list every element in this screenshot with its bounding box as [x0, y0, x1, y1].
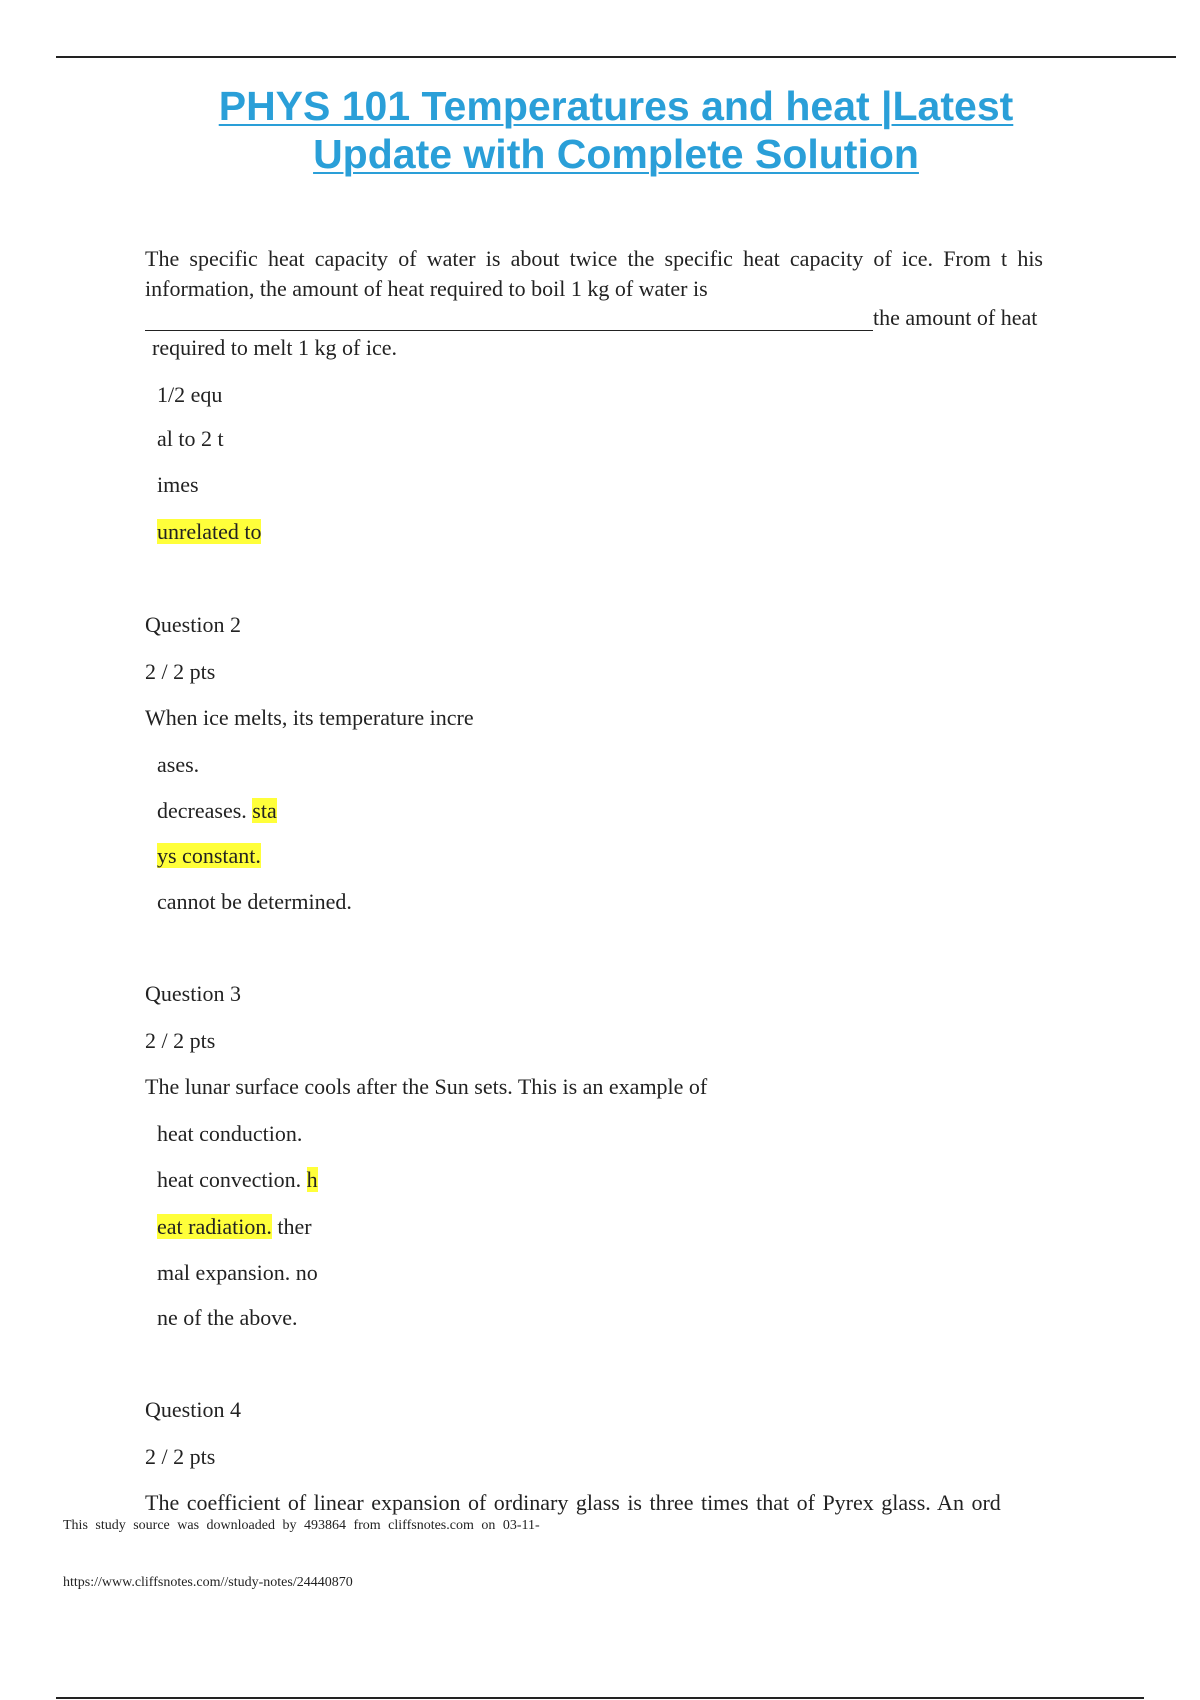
- q3-points: 2 / 2 pts: [145, 1028, 216, 1053]
- q1-blank-tail: the amount of heat: [873, 305, 1038, 330]
- q1-option-line-2: al to 2 t: [157, 426, 224, 451]
- q1-stem: The specific heat capacity of water is about twice the specific heat capacity of ice. From t his information, the amount of heat required to boil 1 kg of water is: [145, 246, 1043, 301]
- q2-option-line-4: cannot be determined.: [157, 889, 352, 914]
- q3-highlight-part-1: h: [306, 1167, 318, 1192]
- q3-option-line-1: heat conduction.: [157, 1121, 303, 1146]
- q1-option-line-3: imes: [157, 472, 199, 497]
- title-line-1: PHYS 101 Temperatures and heat |Latest: [218, 83, 1014, 129]
- q4-stem: The coefficient of linear expansion of ordinary glass is three times that of Pyrex glass. An ord: [145, 1490, 1001, 1515]
- q2-highlight-part-1: sta: [252, 798, 277, 823]
- bottom-rule: [56, 1697, 1144, 1699]
- q2-option-line-2-text: decreases.: [157, 798, 253, 823]
- q2-option-line-2: [157, 798, 277, 824]
- q1-highlighted-answer: unrelated to: [157, 519, 262, 544]
- q4-heading: Question 4: [145, 1397, 241, 1422]
- q3-option-line-3-text: ther: [271, 1214, 312, 1239]
- q1-option-line-1: 1/2 equ: [157, 382, 223, 407]
- q3-option-line-3: [157, 1214, 312, 1240]
- q3-option-line-5: ne of the above.: [157, 1305, 298, 1330]
- footer-url: https://www.cliffsnotes.com//study-notes/24440870: [63, 1575, 353, 1590]
- q3-option-line-2-text: heat convection.: [157, 1167, 307, 1192]
- title-line-2: Update with Complete Solution: [313, 131, 919, 177]
- q4-points: 2 / 2 pts: [145, 1444, 216, 1469]
- footer-source-note: This study source was downloaded by 493864 from cliffsnotes.com on 03-11-: [63, 1518, 540, 1533]
- q1-blank-line: [145, 330, 873, 331]
- q1-stem-continued: required to melt 1 kg of ice.: [152, 335, 397, 360]
- q3-option-line-2: [157, 1167, 318, 1193]
- q2-stem: When ice melts, its temperature incre: [145, 705, 474, 730]
- top-rule: [56, 56, 1176, 58]
- q2-option-line-1: ases.: [157, 752, 200, 777]
- q3-highlight-part-2: eat radiation.: [157, 1214, 272, 1239]
- q1-answer-line: [157, 519, 261, 545]
- q2-option-line-3: [157, 843, 261, 869]
- q3-option-line-4: mal expansion. no: [157, 1260, 318, 1285]
- q3-stem: The lunar surface cools after the Sun sets. This is an example of: [145, 1074, 708, 1099]
- q2-points: 2 / 2 pts: [145, 659, 216, 684]
- q2-heading: Question 2: [145, 612, 241, 637]
- document-title: [0, 82, 1200, 178]
- q3-heading: Question 3: [145, 981, 241, 1006]
- q2-highlight-part-2: ys constant.: [157, 843, 261, 868]
